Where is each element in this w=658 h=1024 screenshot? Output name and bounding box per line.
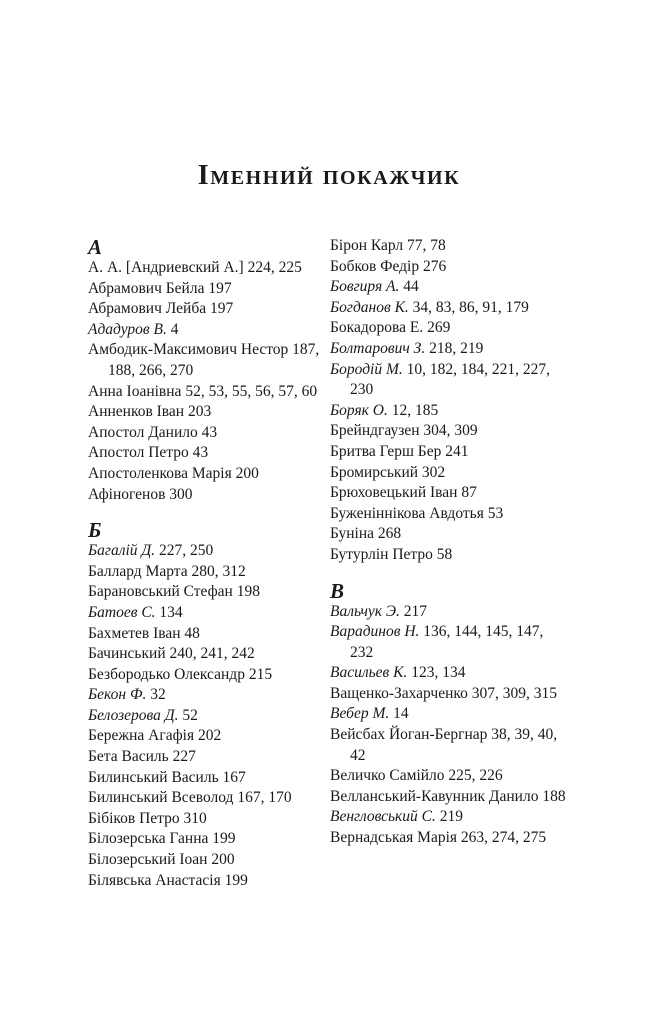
entry-pages: 167, 170	[237, 789, 292, 807]
index-entry	[330, 725, 566, 766]
index-entry	[330, 483, 566, 504]
entry-name: Богданов К.	[330, 298, 409, 316]
index-entry	[88, 809, 324, 830]
entry-name: Анненков Іван	[88, 403, 185, 421]
entry-pages: 197	[210, 300, 234, 318]
entry-pages: 34, 83, 86, 91, 179	[412, 298, 529, 316]
index-entry	[330, 622, 566, 663]
entry-name: Бромирський	[330, 463, 419, 481]
entry-name: Брейндгаузен	[330, 422, 420, 440]
entry-name: Васильев К.	[330, 664, 408, 682]
entry-pages: 197	[208, 279, 232, 297]
index-entry	[88, 788, 324, 809]
entry-pages: 269	[427, 319, 451, 337]
index-entry	[330, 704, 566, 725]
entry-name: Вейсбах Йоган-Бергнар	[330, 726, 488, 744]
entry-name: Ващенко-Захарченко	[330, 684, 468, 702]
index-entry	[330, 766, 566, 787]
entry-pages: 52	[182, 706, 198, 724]
entry-pages: 87	[461, 484, 477, 502]
entry-name: Бібіков Петро	[88, 809, 180, 827]
index-entry	[330, 298, 566, 319]
entry-name: Апостол Данило	[88, 423, 198, 441]
entry-name: Буніна	[330, 525, 375, 543]
entry-pages: 219	[439, 808, 463, 826]
index-entry	[88, 485, 324, 506]
entry-name: Білявська Анастасія	[88, 871, 221, 889]
entry-pages: 14	[393, 705, 409, 723]
index-entry	[88, 562, 324, 583]
entry-name: Бережна Агафія	[88, 727, 195, 745]
entry-pages: 187, 188, 266, 270	[108, 341, 320, 379]
entry-name: Бокадорова Е.	[330, 319, 424, 337]
entry-pages: 224, 225	[247, 259, 302, 276]
entry-pages: 198	[236, 583, 260, 601]
entry-pages: 52, 53, 55, 56, 57, 60	[185, 382, 318, 400]
entry-name: Бачинський	[88, 645, 166, 663]
index-entry	[330, 236, 566, 257]
entry-pages: 38, 39, 40, 42	[350, 726, 558, 764]
entry-name: Анна Іоанівна	[88, 382, 182, 400]
entry-name: Бекон Ф.	[88, 686, 147, 704]
entry-pages: 217	[403, 602, 427, 620]
index-entry	[330, 663, 566, 684]
index-entry	[88, 279, 324, 300]
index-entry	[330, 504, 566, 525]
entry-name: Бірон Карл	[330, 237, 404, 254]
section-letter: В	[330, 578, 345, 603]
entry-pages: 263, 274, 275	[460, 829, 547, 847]
entry-name: Білозерська Ганна	[88, 830, 209, 848]
entry-name: А. А. [Андриевский А.]	[88, 259, 244, 276]
entry-name: Вальчук Э.	[330, 602, 400, 620]
index-entry	[330, 339, 566, 360]
entry-name: Апостол Петро	[88, 444, 189, 462]
index-entry	[88, 665, 324, 686]
index-entry	[88, 582, 324, 603]
entry-pages: 12, 185	[391, 401, 439, 419]
index-entry	[88, 747, 324, 768]
entry-pages: 218, 219	[429, 339, 484, 357]
entry-name: Бритва Герш Бер	[330, 442, 442, 460]
index-entry	[88, 644, 324, 665]
index-entry	[88, 402, 324, 423]
index-entry	[88, 464, 324, 485]
entry-name: Батоев С.	[88, 603, 156, 621]
entry-name: Бородій М.	[330, 360, 403, 378]
index-entry	[330, 463, 566, 484]
entry-pages: 4	[170, 320, 179, 338]
entry-pages: 48	[184, 624, 200, 642]
entry-name: Барановський Стефан	[88, 583, 233, 601]
index-entry	[88, 443, 324, 464]
index-entry	[330, 524, 566, 545]
entry-pages: 225, 226	[448, 767, 503, 785]
index-entry	[330, 360, 566, 401]
entry-pages: 200	[235, 464, 259, 482]
entry-name: Вернадськая Марія	[330, 829, 458, 847]
entry-name: Величко Самійло	[330, 767, 445, 785]
entry-name: Ададуров В.	[88, 320, 167, 338]
index-entry	[330, 684, 566, 705]
index-entry	[88, 320, 324, 341]
index-entry	[88, 850, 324, 871]
entry-pages: 199	[212, 830, 236, 848]
index-entry	[330, 828, 566, 849]
entry-pages: 203	[187, 403, 212, 421]
index-entry	[330, 257, 566, 278]
index-entry	[330, 277, 566, 298]
entry-pages: 304, 309	[423, 422, 478, 440]
entry-pages: 300	[169, 485, 193, 503]
entry-pages: 43	[192, 444, 209, 462]
index-entry	[88, 258, 324, 279]
entry-name: Абрамович Лейба	[88, 300, 207, 318]
index-entry	[88, 768, 324, 789]
index-entry	[330, 602, 566, 623]
index-entry	[330, 787, 566, 808]
entry-name: Баллард Марта	[88, 562, 188, 580]
entry-pages: 167	[222, 768, 246, 786]
entry-pages: 227	[172, 748, 196, 766]
entry-pages: 268	[377, 525, 402, 543]
index-entry	[88, 603, 324, 624]
entry-name: Белозерова Д.	[88, 706, 179, 724]
entry-pages: 227, 250	[159, 542, 214, 560]
entry-pages: 280, 312	[191, 562, 246, 580]
entry-pages: 58	[436, 545, 453, 563]
index-column-right	[330, 236, 566, 849]
entry-name: Венгловський С.	[330, 808, 436, 826]
entry-pages: 199	[224, 871, 248, 889]
index-entry	[88, 706, 324, 727]
entry-name: Безбородько Олександр	[88, 665, 245, 683]
entry-name: Бахметев Іван	[88, 624, 181, 642]
entry-pages: 240, 241, 242	[169, 645, 255, 663]
entry-name: Білозерський Іоан	[88, 851, 208, 869]
entry-name: Билинський Василь	[88, 768, 219, 786]
entry-pages: 32	[150, 686, 166, 704]
entry-name: Вебер М.	[330, 705, 390, 723]
entry-pages: 43	[201, 423, 218, 441]
index-entry	[88, 541, 324, 562]
entry-name: Апостоленкова Марія	[88, 464, 232, 482]
index-entry	[330, 807, 566, 828]
entry-pages: 215	[248, 665, 273, 683]
entry-pages: 123, 134	[411, 664, 466, 682]
entry-name: Велланський-Кавунник Данило	[330, 787, 539, 805]
entry-pages: 302	[421, 463, 446, 481]
entry-pages: 10, 182, 184, 221, 227, 230	[350, 360, 550, 399]
index-entry	[88, 299, 324, 320]
entry-pages: 200	[211, 851, 235, 869]
entry-name: Болтарович З.	[330, 339, 426, 357]
index-entry	[330, 401, 566, 422]
entry-name: Бутурлін Петро	[330, 545, 433, 563]
index-entry	[88, 829, 324, 850]
index-entry	[88, 624, 324, 645]
entry-name: Билинський Всеволод	[88, 789, 234, 807]
index-entry	[88, 871, 324, 892]
index-entry	[330, 545, 566, 566]
entry-pages: 134	[159, 603, 183, 621]
entry-name: Афіногенов	[88, 485, 166, 503]
index-entry	[88, 382, 324, 403]
entry-name: Буженіннікова Авдотья	[330, 504, 484, 522]
entry-pages: 310	[183, 809, 207, 827]
entry-pages: 136, 144, 145, 147, 232	[350, 623, 544, 661]
entry-name: Бета Василь	[88, 748, 169, 766]
entry-name: Багалій Д.	[88, 542, 156, 560]
index-column-left	[88, 236, 324, 891]
page-title: Іменний покажчик	[197, 160, 461, 191]
index-entry	[330, 442, 566, 463]
section-letter: А	[88, 235, 103, 259]
index-entry	[88, 340, 324, 381]
section-letter: Б	[88, 518, 102, 543]
entry-name: Варадинов Н.	[330, 623, 420, 641]
entry-pages: 188	[542, 787, 566, 805]
entry-pages: 307, 309, 315	[471, 684, 558, 702]
entry-pages: 53	[487, 504, 504, 522]
entry-name: Бовгиря А.	[330, 278, 400, 296]
entry-name: Бобков Федір	[330, 257, 420, 275]
entry-pages: 241	[445, 442, 469, 460]
entry-name: Брюховецький Іван	[330, 484, 458, 502]
index-entry	[330, 421, 566, 442]
entry-name: Боряк О.	[330, 401, 388, 419]
entry-pages: 276	[422, 257, 447, 275]
index-entry	[330, 318, 566, 339]
entry-pages: 44	[403, 278, 419, 296]
index-entry	[88, 726, 324, 747]
index-entry	[88, 423, 324, 444]
index-entry	[88, 685, 324, 706]
entry-name: Амбодик-Максимович Нестор	[88, 341, 289, 359]
entry-pages: 202	[197, 727, 222, 745]
entry-pages: 77, 78	[407, 237, 446, 254]
entry-name: Абрамович Бейла	[88, 279, 205, 297]
